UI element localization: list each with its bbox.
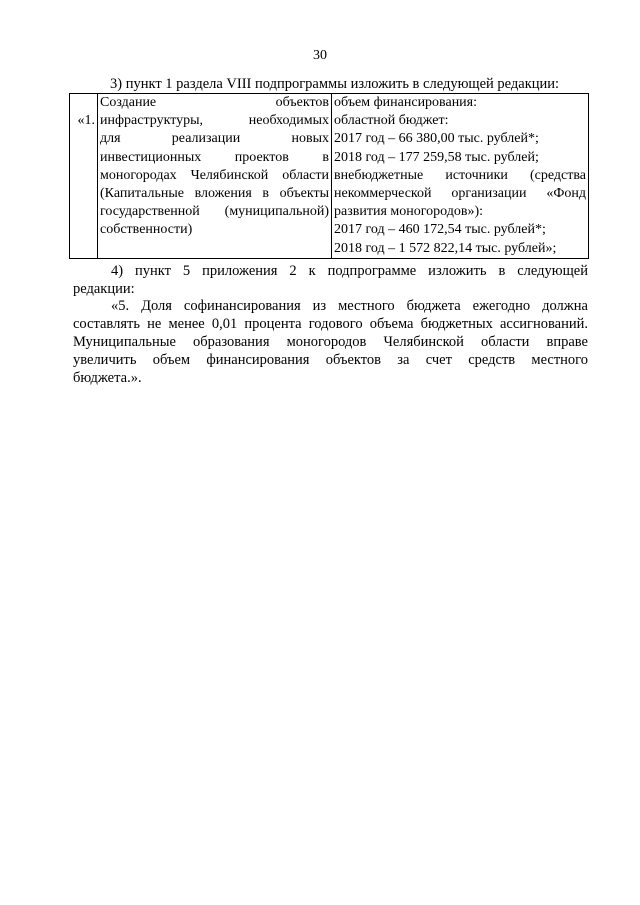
- item-name-line: Создание объектов: [100, 95, 329, 110]
- funding-line: 2017 год – 460 172,54 тыс. рублей*;: [334, 222, 546, 238]
- item-name-line: инфраструктуры, необходимых: [100, 113, 329, 129]
- item-name-cell: [98, 94, 332, 259]
- paragraph-5: [73, 297, 588, 387]
- section-heading-line: 3) пункт 1 раздела VIII подпрограммы изложить в следующей редакции:: [110, 76, 560, 92]
- paragraph-line: составлять не менее 0,01 процента годового объема бюджетных ассигнований.: [73, 316, 588, 332]
- item-name-line: для реализации новых: [100, 131, 329, 147]
- item-name-line: государственной (муниципальной): [100, 204, 329, 220]
- funding-line: объем финансирования:: [334, 95, 478, 110]
- paragraph-line: Муниципальные образования моногородов Челябинской области вправе: [73, 334, 588, 350]
- page-number: 30: [313, 48, 327, 63]
- funding-line: 2018 год – 177 259,58 тыс. рублей;: [334, 149, 539, 165]
- paragraph-line: «5. Доля софинансирования из местного бюджета ежегодно должна: [111, 298, 588, 314]
- funding-cell: [332, 94, 589, 259]
- funding-line: внебюджетные источники (средства: [334, 167, 586, 183]
- paragraph-line: редакции:: [73, 281, 135, 297]
- funding-line: некоммерческой организации «Фонд: [334, 186, 586, 202]
- item-name-line: собственности): [100, 222, 193, 238]
- table-row: [70, 94, 589, 259]
- paragraph-line: увеличить объем финансирования объектов за счет средств местного: [73, 352, 588, 368]
- funding-line: областной бюджет:: [334, 113, 449, 129]
- program-table: [69, 93, 589, 259]
- item-number-cell: «1.: [70, 94, 98, 259]
- funding-line: 2018 год – 1 572 822,14 тыс. рублей»;: [334, 240, 557, 256]
- item-name-line: (Капитальные вложения в объекты: [100, 186, 329, 202]
- item-name-line: инвестиционных проектов в: [100, 149, 329, 165]
- funding-line: развития моногородов»):: [334, 204, 484, 220]
- item-name-line: моногородах Челябинской области: [100, 167, 329, 183]
- paragraph-4: [73, 262, 588, 298]
- paragraph-line: бюджета.».: [73, 370, 142, 386]
- paragraph-line: 4) пункт 5 приложения 2 к подпрограмме изложить в следующей: [111, 263, 588, 279]
- funding-line: 2017 год – 66 380,00 тыс. рублей*;: [334, 131, 539, 147]
